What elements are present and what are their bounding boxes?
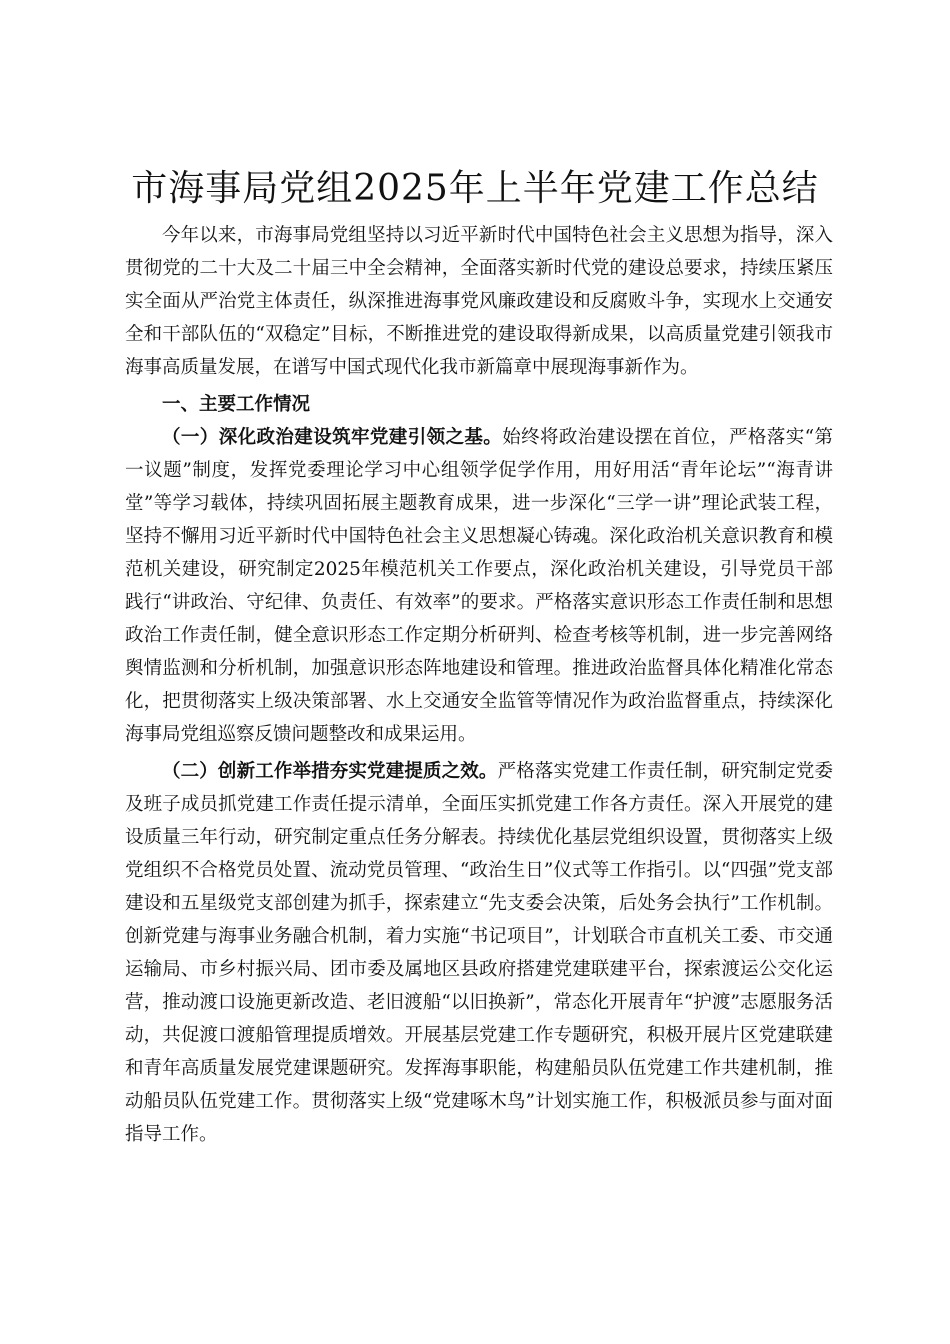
section-heading: 一、主要工作情况 [162, 394, 311, 415]
document-body [125, 219, 833, 1151]
intro-paragraph: 今年以来，市海事局党组坚持以习近平新时代中国特色社会主义思想为指导，深入贯彻党的二十大及二十届三中全会精神，全面落实新时代党的建设总要求，持续压紧压实全面从严治党主体责任，纵深推进海事党风廉政建设和反腐败斗争，实现水上交通安全和干部队伍的“双稳定”目标，不断推进党的建设取得新成果，以高质量党建引领我市海事高质量发展，在谱写中国式现代化我市新篇章中展现海事新作为。 [125, 225, 833, 378]
document-title: 市海事局党组2025年上半年党建工作总结 [131, 168, 819, 209]
subsection-heading-1: （一）深化政治建设筑牢党建引领之基。 [162, 427, 503, 448]
subsection-body-1: 始终将政治建设摆在首位，严格落实“第一议题”制度，发挥党委理论学习中心组领学促学作用，用好用活“青年论坛”“海青讲堂”等学习载体，持续巩固拓展主题教育成果，进一步深化“三学一讲”理论武装工程，坚持不懈用习近平新时代中国特色社会主义思想凝心铸魂。深化政治机关意识教育和模范机关建设，研究制定2025年模范机关工作要点，深化政治机关建设，引导党员干部践行“讲政治、守纪律、负责任、有效率”的要求。严格落实意识形态工作责任制和思想政治工作责任制，健全意识形态工作定期分析研判、检查考核等机制，进一步完善网络舆情监测和分析机制，加强意识形态阵地建设和管理。推进政治监督具体化精准化常态化，把贯彻落实上级决策部署、水上交通安全监管等情况作为政治监督重点，持续深化海事局党组巡察反馈问题整改和成果运用。 [125, 427, 833, 745]
subsection-paragraph-1 [125, 421, 833, 751]
subsection-paragraph-2 [125, 755, 833, 1151]
subsection-body-2: 严格落实党建工作责任制，研究制定党委及班子成员抓党建工作责任提示清单，全面压实抓党建工作各方责任。深入开展党的建设质量三年行动，研究制定重点任务分解表。持续优化基层党组织设置，贯彻落实上级党组织不合格党员处置、流动党员管理、“政治生日”仪式等工作指引。以“四强”党支部建设和五星级党支部创建为抓手，探索建立“先支委会决策，后处务会执行”工作机制。创新党建与海事业务融合机制，着力实施“书记项目”，计划联合市直机关工委、市交通运输局、市乡村振兴局、团市委及属地区县政府搭建党建联建平台，探索渡运公交化运营，推动渡口设施更新改造、老旧渡船“以旧换新”，常态化开展青年“护渡”志愿服务活动，共促渡口渡船管理提质增效。开展基层党建工作专题研究，积极开展片区党建联建和青年高质量发展党建课题研究。发挥海事职能，构建船员队伍党建工作共建机制，推动船员队伍党建工作。贯彻落实上级“党建啄木鸟”计划实施工作，积极派员参与面对面指导工作。 [125, 761, 833, 1145]
subsection-heading-2: （二）创新工作举措夯实党建提质之效。 [162, 761, 498, 782]
